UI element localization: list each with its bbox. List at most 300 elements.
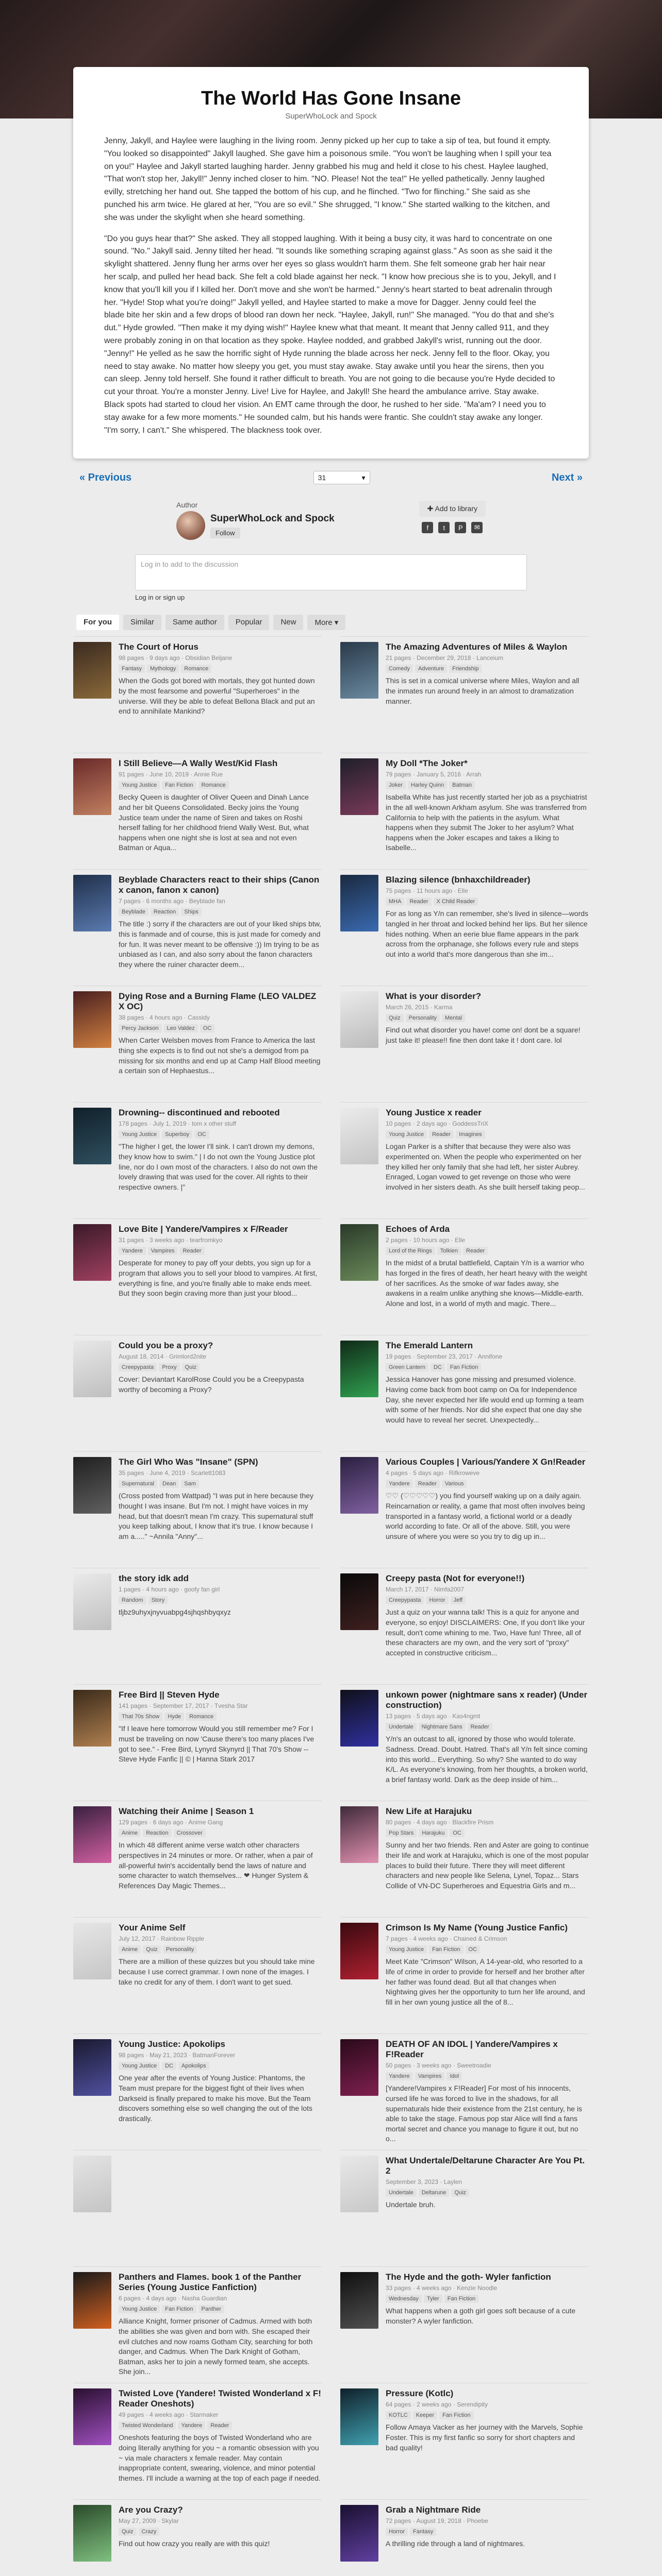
next-link[interactable]: Next »: [551, 471, 583, 483]
story-tags: [119, 1024, 322, 1032]
story-item-title[interactable]: The Court of Horus: [119, 642, 198, 652]
tag-chip[interactable]: Fan Fiction: [162, 2305, 196, 2313]
tag-chip[interactable]: Reader: [415, 1480, 440, 1488]
tag-chip[interactable]: Keeper: [413, 2411, 437, 2419]
tab-new[interactable]: New: [273, 615, 303, 630]
add-to-library-button[interactable]: ✚ Add to library: [419, 501, 486, 517]
list-item[interactable]: [73, 1917, 322, 2033]
tag-chip[interactable]: Fantasy: [410, 2528, 436, 2536]
story-item-title[interactable]: Could you be a proxy?: [119, 1341, 213, 1351]
story-item-title[interactable]: The Girl Who Was "Insane" (SPN): [119, 1457, 258, 1467]
story-cover[interactable]: [340, 1341, 378, 1397]
list-item[interactable]: [73, 1801, 322, 1917]
tag-chip[interactable]: Fan Fiction: [162, 781, 196, 789]
story-item-title[interactable]: Dying Rose and a Burning Flame (LEO VALDEZ X OC): [119, 991, 317, 1012]
story-item-meta: 33 pages · 4 weeks ago · Kenzie Noodle: [386, 2284, 498, 2292]
tab-more[interactable]: More ▾: [307, 615, 345, 630]
story-info: [386, 1224, 589, 1330]
list-item[interactable]: [73, 1218, 322, 1335]
comment-input[interactable]: Log in to add to the discussion: [135, 554, 527, 590]
tag-chip[interactable]: Idol: [446, 2072, 462, 2080]
tag-chip[interactable]: Supernatural: [119, 1480, 157, 1488]
author-name[interactable]: SuperWhoLock and Spock: [210, 513, 335, 524]
list-item[interactable]: [73, 2266, 322, 2383]
story-item-description: Logan Parker is a shifter that because they were also was experimented on. When the people who experimented on her they killed her only family that she had left, her sister Aubrey. Enraged, Logan vowed to get revenge on those who were involved in her sisters death. As she built herself taking peop...: [386, 1142, 585, 1191]
story-tags: [119, 1130, 322, 1139]
story-item-title[interactable]: I Still Believe—A Wally West/Kid Flash: [119, 758, 278, 769]
story-info: [386, 1457, 589, 1563]
tag-chip[interactable]: Undertale: [386, 1723, 417, 1731]
story-tags: [119, 1363, 322, 1371]
story-item-title[interactable]: Pressure (Kotlc): [386, 2388, 454, 2399]
story-tags: [119, 1945, 322, 1954]
tag-chip[interactable]: Hyde: [164, 1713, 184, 1721]
story-cover[interactable]: [340, 1690, 378, 1747]
story-item-title[interactable]: Young Justice: Apokolips: [119, 2039, 225, 2049]
story-item-title[interactable]: Echoes of Arda: [386, 1224, 450, 1234]
story-item-title[interactable]: My Doll *The Joker*: [386, 758, 468, 769]
story-item-meta: 64 pages · 2 weeks ago · Serendipity: [386, 2401, 488, 2409]
story-item-description: In which 48 different anime verse watch other characters perspectives in 24 minutes or more. Or rather, when a pair of all-powerful twin's accidentally bend the laws of nature and some character to watch themselves... ❤ Hunger System & References Day Magic Themes...: [119, 1841, 313, 1890]
story-cover[interactable]: [73, 642, 111, 699]
tag-chip[interactable]: Harley Quinn: [408, 781, 447, 789]
story-item-title[interactable]: Twisted Love (Yandere! Twisted Wonderland x F! Reader Oneshots): [119, 2388, 321, 2409]
story-cover[interactable]: [340, 642, 378, 699]
story-item-meta: 178 pages · July 1, 2019 · tom x other stuff: [119, 1120, 236, 1128]
list-item[interactable]: [73, 636, 322, 753]
list-item[interactable]: [73, 1451, 322, 1568]
story-cover[interactable]: [73, 2156, 111, 2212]
tag-chip[interactable]: Horror: [426, 1596, 448, 1604]
story-info: [119, 1573, 322, 1679]
pinterest-icon[interactable]: P: [455, 522, 466, 533]
list-item[interactable]: [73, 2499, 322, 2576]
story-item-meta: 19 pages · September 23, 2017 · Annifone: [386, 1353, 503, 1361]
story-tags: [386, 1130, 589, 1139]
tab-same-author[interactable]: Same author: [166, 615, 224, 630]
tag-chip[interactable]: Twisted Wonderland: [119, 2421, 176, 2430]
tag-chip[interactable]: Quiz: [143, 1945, 161, 1954]
tag-chip[interactable]: Romance: [186, 1713, 217, 1721]
story-item-meta: 10 pages · 2 days ago · GoddessTriX: [386, 1120, 488, 1128]
story-cover[interactable]: [73, 1573, 111, 1630]
story-item-description: Meet Kate "Crimson" Wilson, A 14-year-old, who resorted to a life of crime in order to provide for herself and her brother after her father was found dead. But all that changes when Nightwing gives her the opportunity to turn her life around, and fill in her own young justice all the of 8...: [386, 1957, 585, 2006]
tag-chip[interactable]: Dean: [159, 1480, 179, 1488]
story-cover[interactable]: [340, 2388, 378, 2445]
story-info: [119, 2505, 322, 2576]
story-item-title[interactable]: Are you Crazy?: [119, 2505, 183, 2515]
story-item-description: Becky Queen is daughter of Oliver Queen and Dinah Lance and her bit Queens Consolidated. Becky joins the Young Justice team under the name of Siren and takes on Roshi herself falling for her childhood friend Wally West. But, what happens when one night she is lost at sea and not even Batman or Aqua...: [119, 793, 309, 852]
story-info: [119, 758, 322, 864]
story-item-title[interactable]: Your Anime Self: [119, 1923, 186, 1933]
tag-chip[interactable]: Quiz: [451, 2189, 469, 2197]
facebook-icon[interactable]: f: [422, 522, 433, 533]
tag-chip[interactable]: Deltarune: [419, 2189, 450, 2197]
tag-chip[interactable]: X Child Reader: [434, 897, 478, 906]
tag-chip[interactable]: Yandere: [178, 2421, 205, 2430]
tag-chip[interactable]: Fan Fiction: [444, 2295, 478, 2303]
tag-chip[interactable]: Reaction: [151, 908, 179, 916]
story-item-meta: 72 pages · August 19, 2018 · Phoebe: [386, 2517, 488, 2525]
tag-chip[interactable]: Crossover: [174, 1829, 206, 1837]
list-item[interactable]: [73, 1102, 322, 1218]
list-item[interactable]: [73, 1568, 322, 1684]
story-cover[interactable]: [73, 1341, 111, 1397]
story-cover[interactable]: [340, 1806, 378, 1863]
story-item-title[interactable]: Beyblade Characters react to their ships (Canon x canon, fanon x canon): [119, 875, 320, 895]
tag-chip[interactable]: Story: [148, 1596, 168, 1604]
list-item[interactable]: [340, 1684, 589, 1801]
list-item[interactable]: [340, 2150, 589, 2266]
story-item-title[interactable]: New Life at Harajuku: [386, 1806, 472, 1817]
tag-chip[interactable]: Creepypasta: [119, 1363, 157, 1371]
story-item-title[interactable]: Grab a Nightmare Ride: [386, 2505, 481, 2515]
tag-chip[interactable]: Proxy: [159, 1363, 179, 1371]
story-item-description: One year after the events of Young Justice: Phantoms, the Team must prepare for the biggest fight of their lives when Darkseid is finally prepared to make his move. But the Team discovers something else so well changing the out of the lots drastically.: [119, 2074, 312, 2123]
tab-similar[interactable]: Similar: [123, 615, 161, 630]
story-cover[interactable]: [340, 991, 378, 1048]
story-cover[interactable]: [73, 875, 111, 931]
story-tags: [386, 1723, 589, 1731]
story-info: [119, 1108, 322, 1213]
tag-chip[interactable]: Yandere: [119, 1247, 146, 1255]
story-item-meta: 75 pages · 11 hours ago · Elle: [386, 887, 468, 895]
list-item[interactable]: [340, 753, 589, 869]
tag-chip[interactable]: Young Justice: [119, 1130, 160, 1139]
tag-chip[interactable]: Mythology: [147, 665, 179, 673]
story-cover[interactable]: [73, 2272, 111, 2329]
tag-chip[interactable]: Random: [119, 1596, 146, 1604]
story-subtitle: SuperWhoLock and Spock: [285, 112, 377, 121]
story-cover[interactable]: [73, 1923, 111, 1979]
tag-chip[interactable]: Imagines: [456, 1130, 485, 1139]
story-cover[interactable]: [73, 1224, 111, 1281]
story-info: [119, 1224, 322, 1330]
story-cover[interactable]: [340, 2505, 378, 2562]
story-item-title[interactable]: What Undertale/Deltarune Character Are You Pt. 2: [386, 2156, 585, 2176]
tag-chip[interactable]: Ships: [181, 908, 202, 916]
list-item[interactable]: [73, 2383, 322, 2499]
tag-chip[interactable]: Reader: [179, 1247, 204, 1255]
story-item-description: Desperate for money to pay off your debts, you sign up for a program that allows you to sell your blood to vampires. At first, everything is fine, and you're finally able to make ends meet. But they soon begin craving more than just your blood...: [119, 1259, 318, 1298]
story-info: [119, 2156, 322, 2261]
tag-chip[interactable]: Vampires: [415, 2072, 445, 2080]
tag-chip[interactable]: Vampires: [148, 1247, 178, 1255]
tag-chip[interactable]: Lord of the Rings: [386, 1247, 435, 1255]
tag-chip[interactable]: Comedy: [386, 665, 413, 673]
tag-chip[interactable]: Reader: [406, 897, 431, 906]
story-item-meta: 6 pages · 4 days ago · Nasha Guardian: [119, 2295, 227, 2302]
tag-chip[interactable]: Creepypasta: [386, 1596, 424, 1604]
tag-chip[interactable]: Leo Valdez: [164, 1024, 198, 1032]
list-item[interactable]: [340, 1917, 589, 2033]
story-cover[interactable]: [340, 875, 378, 931]
tag-chip[interactable]: Anime: [119, 1945, 141, 1954]
tag-chip[interactable]: Yandere: [386, 1480, 413, 1488]
story-item-meta: 13 pages · 5 days ago · Kas4ngmt: [386, 1713, 481, 1720]
tag-chip[interactable]: Friendship: [449, 665, 482, 673]
story-cover[interactable]: [73, 2505, 111, 2562]
story-item-title[interactable]: Drowning-- discontinued and rebooted: [119, 1108, 280, 1118]
list-item[interactable]: [73, 2033, 322, 2150]
story-item-meta: July 12, 2017 · Rainbow Ripple: [119, 1935, 205, 1943]
tag-chip[interactable]: Quiz: [386, 1014, 404, 1022]
story-tags: [119, 665, 322, 673]
tag-chip[interactable]: DC: [431, 1363, 445, 1371]
tab-popular[interactable]: Popular: [228, 615, 270, 630]
tag-chip[interactable]: Percy Jackson: [119, 1024, 162, 1032]
story-tags: [386, 1014, 589, 1022]
tag-chip[interactable]: Young Justice: [119, 781, 160, 789]
story-info: [119, 2388, 322, 2494]
chapter-pager: [73, 459, 589, 494]
tag-chip[interactable]: That 70s Show: [119, 1713, 162, 1721]
list-item[interactable]: [340, 986, 589, 1102]
story-info: [386, 2272, 589, 2378]
story-info: [119, 1806, 322, 1912]
tag-chip[interactable]: Yandere: [386, 2072, 413, 2080]
story-cover[interactable]: [73, 2388, 111, 2445]
story-item-meta: 21 pages · December 29, 2018 · Lanceium: [386, 654, 504, 662]
story-cover[interactable]: [73, 758, 111, 815]
tag-chip[interactable]: Undertale: [386, 2189, 417, 2197]
tag-chip[interactable]: KOTLC: [386, 2411, 411, 2419]
story-item-description: For as long as Y/n can remember, she's lived in silence—words tangled in her throat and locked behind her lips. But her silence hides nothing. When an eerie blue flame appears in the park across from the orphanage, she follows every rule and steps out into a world that's more dangerous than she im...: [386, 909, 589, 958]
tag-chip[interactable]: Tyler: [424, 2295, 442, 2303]
story-title: The World Has Gone Insane: [201, 88, 461, 109]
story-item-meta: 35 pages · June 4, 2019 · Scarlett1083: [119, 1469, 226, 1477]
story-item-description: (Cross posted from Wattpad) "I was put in here because they thought I was insane. But I'm not. I might have voices in my head, but that doesn't mean I'm crazy. This supernatural stuff you keep talking about, I know that it's true. I know because I am a....." ~Annila "Anny"...: [119, 1492, 313, 1540]
story-item-description: When Carter Welsben moves from France to America the last thing she expects is to find out not she's a demigod from pa missing for six months and end up at Camp Half Blood meeting a certain son of Hephaestus...: [119, 1036, 321, 1075]
list-item[interactable]: [73, 869, 322, 986]
list-item[interactable]: [340, 2266, 589, 2383]
tag-chip[interactable]: Personality: [163, 1945, 197, 1954]
tag-chip[interactable]: OC: [200, 1024, 215, 1032]
login-link[interactable]: Log in or sign up: [135, 594, 185, 602]
story-info: [119, 642, 322, 748]
story-item-title[interactable]: Free Bird || Steven Hyde: [119, 1690, 220, 1700]
story-text: [104, 135, 558, 437]
tag-chip[interactable]: Tolkien: [437, 1247, 461, 1255]
story-item-meta: March 26, 2015 · Karma: [386, 1004, 453, 1011]
story-item-meta: 4 pages · 5 days ago · Rifkroweve: [386, 1469, 480, 1477]
story-cover[interactable]: [340, 1573, 378, 1630]
tag-chip[interactable]: OC: [450, 1829, 465, 1837]
story-item-title[interactable]: DEATH OF AN IDOL | Yandere/Vampires x F!Reader: [386, 2039, 558, 2060]
story-item-description: There are a million of these quizzes but you should take mine because I use correct grammar. I own none of the images. I take no credit for any of them. I don't want to get sued.: [119, 1957, 315, 1986]
list-item[interactable]: [340, 1801, 589, 1917]
story-item-title[interactable]: Blazing silence (bnhaxchildreader): [386, 875, 531, 885]
story-tags: [386, 897, 589, 906]
author-label: Author: [176, 501, 198, 510]
story-item-title[interactable]: Love Bite | Yandere/Vampires x F/Reader: [119, 1224, 288, 1234]
story-info: [386, 2505, 589, 2576]
list-item[interactable]: [340, 1335, 589, 1451]
story-tags: [119, 1247, 322, 1255]
tag-chip[interactable]: Panther: [198, 2305, 225, 2313]
tag-chip[interactable]: Reader: [463, 1247, 488, 1255]
tag-chip[interactable]: Fan Fiction: [429, 1945, 463, 1954]
story-tags: [119, 1829, 322, 1837]
story-item-description: Isabella White has just recently started her job as a psychiatrist in the all well-known Arkham asylum. She was transferred from California to help with the patients in the asylum. What happens when they submit The Joker to her asylum? What happens when the Joker escapes and takes a liking to Isabelle...: [386, 793, 587, 852]
tag-chip[interactable]: Mental: [442, 1014, 465, 1022]
story-cover[interactable]: [340, 2272, 378, 2329]
story-tags: [119, 1713, 322, 1721]
tag-chip[interactable]: Various: [442, 1480, 467, 1488]
story-info: [119, 1690, 322, 1795]
list-item[interactable]: [73, 1684, 322, 1801]
tag-chip[interactable]: Crazy: [139, 2528, 160, 2536]
story-cover[interactable]: [340, 1923, 378, 1979]
tag-chip[interactable]: Young Justice: [119, 2305, 160, 2313]
tag-chip[interactable]: Romance: [198, 781, 229, 789]
story-cover[interactable]: [340, 2039, 378, 2096]
tag-chip[interactable]: Fan Fiction: [447, 1363, 481, 1371]
story-tags: [386, 665, 589, 673]
story-tags: [386, 2072, 589, 2080]
story-item-title[interactable]: Panthers and Flames. book 1 of the Panther Series (Young Justice Fanfiction): [119, 2272, 302, 2293]
story-info: [119, 991, 322, 1097]
story-item-meta: 2 pages · 10 hours ago · Elle: [386, 1236, 466, 1244]
tag-chip[interactable]: Romance: [181, 665, 211, 673]
follow-button[interactable]: Follow: [210, 528, 240, 538]
story-item-meta: 1 pages · 4 hours ago · goofy fan girl: [119, 1586, 220, 1594]
tag-chip[interactable]: Young Justice: [386, 1945, 427, 1954]
tag-chip[interactable]: Wednesday: [386, 2295, 422, 2303]
tag-chip[interactable]: Pop Stars: [386, 1829, 417, 1837]
story-item-meta: 91 pages · June 10, 2019 · Annie Rue: [119, 771, 223, 778]
list-item[interactable]: [340, 1451, 589, 1568]
story-cover[interactable]: [340, 758, 378, 815]
story-tags: [386, 2411, 589, 2419]
tag-chip[interactable]: Quiz: [119, 2528, 137, 2536]
story-tags: [386, 1829, 589, 1837]
twitter-icon[interactable]: t: [438, 522, 450, 533]
tag-chip[interactable]: Beyblade: [119, 908, 148, 916]
list-item[interactable]: [340, 1568, 589, 1684]
list-item[interactable]: [73, 986, 322, 1102]
story-cover[interactable]: [73, 2039, 111, 2096]
email-icon[interactable]: ✉: [471, 522, 483, 533]
tag-chip[interactable]: Green Lantern: [386, 1363, 428, 1371]
tag-chip[interactable]: Reader: [429, 1130, 454, 1139]
chapter-select[interactable]: [313, 471, 370, 484]
tag-chip[interactable]: Reader: [207, 2421, 232, 2430]
story-item-description: Oneshots featuring the boys of Twisted Wonderland who are doing literally anything for you ~ a romantic obsession with you ~ via male characters x female reader. May contain inappropriate content, swearing, violence, and minor potential themes. I'll include a warning at the top of each page if needed.: [119, 2433, 321, 2482]
tag-chip[interactable]: Fan Fiction: [439, 2411, 473, 2419]
tag-chip[interactable]: Reaction: [143, 1829, 171, 1837]
tag-chip[interactable]: Anime: [119, 1829, 141, 1837]
list-item[interactable]: [73, 753, 322, 869]
story-item-title[interactable]: Young Justice x reader: [386, 1108, 482, 1118]
tag-chip[interactable]: Adventure: [415, 665, 447, 673]
tag-chip[interactable]: Horror: [386, 2528, 408, 2536]
tag-chip[interactable]: OC: [194, 1130, 209, 1139]
story-item-title[interactable]: Crimson Is My Name (Young Justice Fanfic): [386, 1923, 568, 1933]
story-info: [386, 642, 589, 748]
tag-chip[interactable]: Batman: [449, 781, 475, 789]
tag-chip[interactable]: Fantasy: [119, 665, 145, 673]
list-item[interactable]: [340, 1102, 589, 1218]
list-item[interactable]: [340, 2499, 589, 2576]
story-cover[interactable]: [73, 1108, 111, 1164]
story-info: [386, 875, 589, 980]
story-cover[interactable]: [340, 1457, 378, 1514]
story-tags: [119, 781, 322, 789]
story-info: [386, 1108, 589, 1213]
list-item[interactable]: [73, 2150, 322, 2266]
story-item-title[interactable]: The Hyde and the goth- Wyler fanfiction: [386, 2272, 551, 2282]
list-item[interactable]: [340, 1218, 589, 1335]
list-item[interactable]: [73, 1335, 322, 1451]
story-info: [386, 1690, 589, 1795]
tag-chip[interactable]: Harajuku: [419, 1829, 448, 1837]
story-item-title[interactable]: The Amazing Adventures of Miles & Waylon: [386, 642, 568, 652]
story-item-title[interactable]: Watching their Anime | Season 1: [119, 1806, 254, 1817]
tag-chip[interactable]: Personality: [406, 1014, 440, 1022]
tag-chip[interactable]: Young Justice: [119, 2062, 160, 2070]
tag-chip[interactable]: Joker: [386, 781, 406, 789]
story-cover[interactable]: [73, 1806, 111, 1863]
list-item[interactable]: [340, 636, 589, 753]
story-grid: [73, 636, 589, 2576]
story-tags: [386, 1247, 589, 1255]
story-item-description: Jessica Hanover has gone missing and presumed violence. Having come back from boot camp on Oa for Independence Day, she never expected her life would end up forming a team with some of her friends. Nor did she expect that one day she would have to reveal her secret. Unexpectedly...: [386, 1375, 584, 1424]
story-item-title[interactable]: The Emerald Lantern: [386, 1341, 473, 1351]
tag-chip[interactable]: Apokolips: [178, 2062, 209, 2070]
tag-chip[interactable]: Reader: [468, 1723, 492, 1731]
tag-chip[interactable]: DC: [162, 2062, 176, 2070]
tag-chip[interactable]: Superboy: [162, 1130, 192, 1139]
tag-chip[interactable]: Nightmare Sans: [419, 1723, 466, 1731]
tag-chip[interactable]: Jeff: [451, 1596, 466, 1604]
story-item-meta: 129 pages · 6 days ago · Anime Gang: [119, 1819, 223, 1826]
story-cover[interactable]: [340, 1108, 378, 1164]
story-cover[interactable]: [340, 2156, 378, 2212]
tag-chip[interactable]: Young Justice: [386, 1130, 427, 1139]
avatar[interactable]: [176, 511, 205, 540]
story-item-description: ♡♡ (♡♡♡♡♡) you find yourself waking up on a daily again. Reincarnation or reality, a game that most often involves being transported in a fantasy world, a fictional world or a deadly world according to fate. Or all of the above. Still, you were unsure of where you were so you try to dig up in...: [386, 1492, 585, 1540]
tag-chip[interactable]: OC: [466, 1945, 481, 1954]
chevron-down-icon: ▾: [361, 473, 366, 482]
story-item-title[interactable]: What is your disorder?: [386, 991, 482, 1002]
story-item-title[interactable]: the story idk add: [119, 1573, 189, 1584]
tag-chip[interactable]: MHA: [386, 897, 404, 906]
story-cover[interactable]: [73, 991, 111, 1048]
author-section: [73, 494, 589, 544]
tab-for-you[interactable]: For you: [76, 615, 119, 630]
list-item[interactable]: [340, 2033, 589, 2150]
story-info: [386, 1923, 589, 2028]
story-item-description: Alliance Knight, former prisoner of Cadmus. Armed with both the abilities she was given and born with. She escaped their evil clutches and now roams Gotham City, searching for both danger, and Cadmus. When The Dark Knight of Gotham, Batman, asks her to join a newly formed team, she accepts. She join...: [119, 2317, 313, 2376]
story-item-description: Sunny and her two friends. Ren and Aster are going to continue their life and work at Harajuku, which is one of the most popular places to build their future. There they will meet different characters and new people like Selena, Lynel, Topaz... Stars Collide of VN-DC Superheroes and Equestria Girls and m...: [386, 1841, 589, 1890]
story-info: [386, 1806, 589, 1912]
story-cover[interactable]: [73, 1457, 111, 1514]
story-item-meta: 98 pages · 9 days ago · Obsidian Beljane: [119, 654, 233, 662]
previous-link[interactable]: « Previous: [79, 471, 132, 483]
story-cover[interactable]: [73, 1690, 111, 1747]
story-item-description: Find out what disorder you have! come on! dont be a square! just take it! please!! fine then dont take it ! dont care. lol: [386, 1026, 581, 1044]
tag-chip[interactable]: Quiz: [182, 1363, 200, 1371]
story-item-title[interactable]: Various Couples | Various/Yandere X Gn!Reader: [386, 1457, 586, 1467]
story-item-title[interactable]: Creepy pasta (Not for everyone!!): [386, 1573, 525, 1584]
list-item[interactable]: [340, 869, 589, 986]
tag-chip[interactable]: Sam: [181, 1480, 199, 1488]
story-item-title[interactable]: unkown power (nightmare sans x reader) (Under construction): [386, 1690, 588, 1710]
story-cover[interactable]: [340, 1224, 378, 1281]
list-item[interactable]: [340, 2383, 589, 2499]
story-item-meta: 31 pages · 3 weeks ago · tearfromkyo: [119, 1236, 223, 1244]
